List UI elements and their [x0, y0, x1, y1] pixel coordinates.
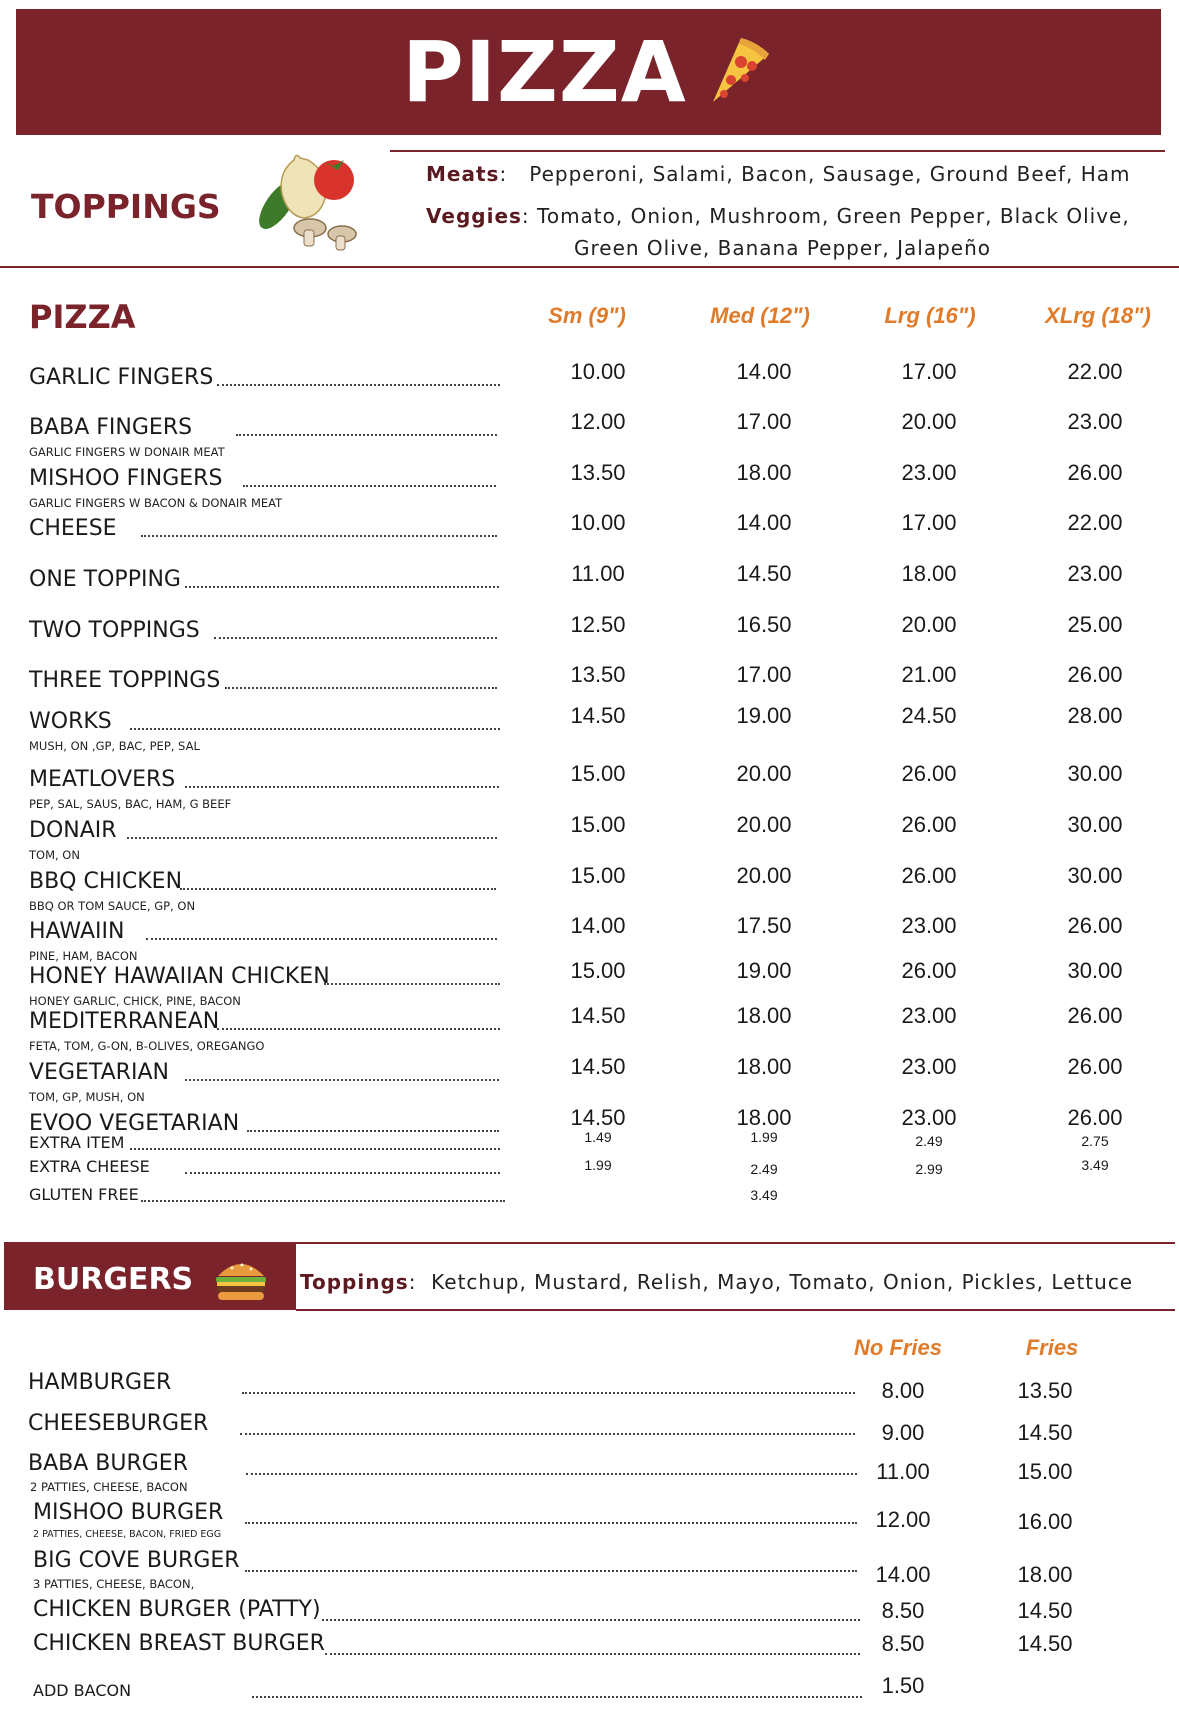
menu-item-price: 14.50: [570, 1003, 626, 1028]
burger-item-desc: 2 PATTIES, CHEESE, BACON, FRIED EGG: [33, 1529, 222, 1540]
menu-item-name: HONEY HAWAIIAN CHICKEN: [29, 964, 330, 989]
menu-item-price: 23.00: [901, 913, 957, 938]
menu-item-price: 30.00: [1067, 812, 1123, 837]
menu-item-price: 26.00: [1067, 460, 1123, 485]
menu-item-price: 20.00: [901, 612, 957, 637]
menu-item-price: 17.00: [901, 359, 957, 384]
menu-item-desc: PINE, HAM, BACON: [29, 949, 138, 963]
leader-dots: [243, 485, 496, 487]
veggies-line: Veggies: Tomato, Onion, Mushroom, Green Pepper, Black Olive,: [426, 204, 1130, 228]
burger-item-price: 8.50: [881, 1631, 925, 1656]
menu-item-price: 20.00: [736, 812, 792, 837]
extra-item-price: 1.49: [584, 1129, 612, 1145]
menu-item-name: MEDITERRANEAN: [29, 1009, 220, 1034]
menu-item-price: 23.00: [1067, 409, 1123, 434]
menu-item-price: 13.50: [570, 460, 626, 485]
burger-item-price: 14.50: [1017, 1598, 1073, 1623]
menu-item-price: 22.00: [1067, 510, 1123, 535]
burger-item-name: ADD BACON: [33, 1681, 132, 1700]
menu-item-price: 18.00: [901, 561, 957, 586]
menu-item-price: 15.00: [570, 761, 626, 786]
leader-dots: [246, 1473, 857, 1475]
burger-item-price: 13.50: [1017, 1378, 1073, 1403]
extra-item-name: EXTRA CHEESE: [29, 1157, 150, 1176]
menu-item-price: 21.00: [901, 662, 957, 687]
menu-item-name: DONAIR: [29, 818, 117, 843]
menu-item-name: WORKS: [29, 709, 112, 734]
burger-item-price: 1.50: [881, 1673, 925, 1698]
menu-item-name: HAWAIIN: [29, 919, 125, 944]
menu-item-price: 14.50: [570, 1054, 626, 1079]
burger-toppings-line: Toppings: Ketchup, Mustard, Relish, Mayo, Tomato, Onion, Pickles, Lettuce: [300, 1270, 1134, 1294]
menu-item-price: 20.00: [736, 863, 792, 888]
menu-item-price: 30.00: [1067, 958, 1123, 983]
leader-dots: [325, 1653, 860, 1655]
menu-item-name: MISHOO FINGERS: [29, 466, 223, 491]
menu-item-price: 13.50: [570, 662, 626, 687]
menu-item-name: BABA FINGERS: [29, 415, 193, 440]
col-head-fries: Fries: [1025, 1335, 1079, 1360]
menu-item-price: 23.00: [901, 1054, 957, 1079]
leader-dots: [236, 434, 497, 436]
menu-item-price: 15.00: [570, 863, 626, 888]
leader-dots: [130, 728, 500, 730]
extra-item-name: GLUTEN FREE: [29, 1185, 139, 1204]
burger-item-name: MISHOO BURGER: [33, 1500, 224, 1525]
burger-item-name: HAMBURGER: [28, 1370, 172, 1395]
meats-line: Meats: Pepperoni, Salami, Bacon, Sausage, Ground Beef, Ham: [426, 162, 1131, 186]
menu-item-price: 28.00: [1067, 703, 1123, 728]
menu-item-price: 15.00: [570, 958, 626, 983]
burger-item-price: 14.50: [1017, 1420, 1073, 1445]
extra-item-name: EXTRA ITEM: [29, 1133, 125, 1152]
menu-item-price: 19.00: [736, 958, 792, 983]
pizza-section-title: PIZZA: [29, 298, 136, 336]
menu-item-price: 24.50: [901, 703, 957, 728]
menu-item-price: 25.00: [1067, 612, 1123, 637]
leader-dots: [185, 1079, 499, 1081]
menu-item-name: CHEESE: [29, 516, 117, 541]
burger-item-desc: 3 PATTIES, CHEESE, BACON,: [33, 1577, 195, 1591]
burger-item-name: CHICKEN BURGER (PATTY): [33, 1597, 321, 1622]
menu-item-price: 26.00: [901, 863, 957, 888]
veggies-line-2: Green Olive, Banana Pepper, Jalapeño: [574, 236, 991, 260]
menu-item-price: 14.50: [570, 703, 626, 728]
leader-dots: [225, 687, 497, 689]
size-head-lrg: Lrg (16"): [884, 303, 976, 328]
pizza-slice-icon: [705, 32, 775, 112]
meats-label: Meats: [426, 162, 500, 186]
leader-dots: [127, 837, 497, 839]
burger-item-price: 14.00: [875, 1562, 931, 1587]
toppings-rule-top: [390, 150, 1165, 152]
leader-dots: [214, 637, 497, 639]
col-head-no-fries: No Fries: [853, 1335, 943, 1360]
menu-item-name: GARLIC FINGERS: [29, 365, 214, 390]
menu-item-price: 15.00: [570, 812, 626, 837]
menu-item-price: 16.50: [736, 612, 792, 637]
menu-item-price: 12.00: [570, 409, 626, 434]
menu-item-name: MEATLOVERS: [29, 767, 176, 792]
burger-item-name: CHEESEBURGER: [28, 1411, 209, 1436]
toppings-rule-bottom: [0, 266, 1179, 268]
menu-item-price: 10.00: [570, 359, 626, 384]
menu-item-price: 17.00: [901, 510, 957, 535]
burger-item-desc: 2 PATTIES, CHEESE, BACON: [30, 1480, 188, 1494]
page-title: PIZZA: [402, 23, 687, 121]
menu-item-price: 14.50: [570, 1105, 626, 1130]
menu-item-name: ONE TOPPING: [29, 567, 181, 592]
leader-dots: [130, 1148, 500, 1150]
menu-item-price: 17.00: [736, 662, 792, 687]
menu-item-desc: GARLIC FINGERS W BACON & DONAIR MEAT: [29, 496, 283, 510]
menu-item-price: 30.00: [1067, 761, 1123, 786]
menu-item-price: 26.00: [1067, 662, 1123, 687]
menu-item-price: 30.00: [1067, 863, 1123, 888]
extra-item-price: 1.99: [584, 1157, 612, 1173]
menu-item-name: TWO TOPPINGS: [29, 618, 200, 643]
header-banner: [16, 9, 1161, 135]
menu-item-price: 26.00: [1067, 913, 1123, 938]
burger-toppings-list: Ketchup, Mustard, Relish, Mayo, Tomato, Onion, Pickles, Lettuce: [431, 1270, 1134, 1294]
leader-dots: [245, 1522, 857, 1524]
menu-item-price: 26.00: [1067, 1105, 1123, 1130]
menu-item-price: 11.00: [571, 561, 625, 586]
menu-item-price: 23.00: [901, 460, 957, 485]
menu-item-desc: FETA, TOM, G-ON, B-OLIVES, OREGANGO: [29, 1039, 265, 1053]
extra-item-price: 3.49: [750, 1187, 778, 1203]
menu-item-desc: GARLIC FINGERS W DONAIR MEAT: [29, 445, 225, 459]
burger-item-name: BIG COVE BURGER: [33, 1548, 240, 1573]
menu-item-desc: TOM, GP, MUSH, ON: [29, 1090, 145, 1104]
menu-item-name: THREE TOPPINGS: [29, 668, 221, 693]
menu-item-desc: MUSH, ON ,GP, BAC, PEP, SAL: [29, 739, 200, 753]
leader-dots: [322, 1619, 860, 1621]
leader-dots: [324, 983, 500, 985]
leader-dots: [141, 535, 497, 537]
size-head-xlrg: XLrg (18"): [1045, 303, 1151, 328]
toppings-heading: TOPPINGS: [31, 187, 221, 226]
menu-item-price: 20.00: [736, 761, 792, 786]
size-head-med: Med (12"): [710, 303, 810, 328]
leader-dots: [242, 1392, 855, 1394]
menu-item-price: 18.00: [736, 1003, 792, 1028]
burger-item-price: 8.00: [881, 1378, 925, 1403]
meats-list: Pepperoni, Salami, Bacon, Sausage, Ground Beef, Ham: [529, 162, 1131, 186]
burger-item-price: 16.00: [1017, 1509, 1073, 1534]
menu-item-price: 26.00: [901, 812, 957, 837]
leader-dots: [141, 1200, 505, 1202]
menu-item-price: 14.00: [570, 913, 626, 938]
menu-item-name: BBQ CHICKEN: [29, 869, 183, 894]
menu-item-price: 14.00: [736, 510, 792, 535]
menu-item-price: 14.50: [736, 561, 792, 586]
burger-item-price: 8.50: [881, 1598, 925, 1623]
burger-item-price: 12.00: [875, 1507, 931, 1532]
menu-item-name: VEGETARIAN: [29, 1060, 169, 1085]
veggies-label: Veggies: [426, 204, 522, 228]
menu-item-price: 26.00: [1067, 1003, 1123, 1028]
veggies-list: Tomato, Onion, Mushroom, Green Pepper, Black Olive,: [537, 204, 1130, 228]
menu-item-price: 22.00: [1067, 359, 1123, 384]
burger-item-name: CHICKEN BREAST BURGER: [33, 1631, 325, 1656]
menu-item-price: 19.00: [736, 703, 792, 728]
menu-item-price: 23.00: [1067, 561, 1123, 586]
menu-item-desc: BBQ OR TOM SAUCE, GP, ON: [29, 899, 196, 913]
burger-item-price: 15.00: [1017, 1459, 1073, 1484]
menu-item-price: 12.50: [570, 612, 626, 637]
menu-item-price: 26.00: [901, 958, 957, 983]
menu-item-price: 10.00: [570, 510, 626, 535]
size-head-sm: Sm (9"): [548, 303, 626, 328]
burgers-rule-bottom: [296, 1309, 1175, 1311]
leader-dots: [217, 384, 500, 386]
menu-item-desc: PEP, SAL, SAUS, BAC, HAM, G BEEF: [29, 797, 232, 811]
burger-item-name: BABA BURGER: [28, 1451, 188, 1476]
menu-item-price: 18.00: [736, 1054, 792, 1079]
menu-item-price: 26.00: [901, 761, 957, 786]
extra-item-price: 3.49: [1081, 1157, 1109, 1173]
menu-item-price: 26.00: [1067, 1054, 1123, 1079]
leader-dots: [217, 1028, 500, 1030]
burger-item-price: 11.00: [876, 1459, 930, 1484]
burgers-rule-top: [296, 1242, 1175, 1244]
menu-item-price: 23.00: [901, 1003, 957, 1028]
extra-item-price: 2.75: [1081, 1133, 1109, 1149]
burger-toppings-label: Toppings: [300, 1270, 409, 1294]
extra-item-price: 1.99: [750, 1129, 778, 1145]
menu-item-price: 17.00: [736, 409, 792, 434]
menu-item-desc: TOM, ON: [29, 848, 80, 862]
menu-item-price: 18.00: [736, 1105, 792, 1130]
menu-item-price: 14.00: [736, 359, 792, 384]
extra-item-price: 2.49: [750, 1161, 778, 1177]
burger-item-price: 18.00: [1017, 1562, 1073, 1587]
burger-item-price: 9.00: [881, 1420, 925, 1445]
leader-dots: [185, 786, 499, 788]
menu-item-price: 23.00: [901, 1105, 957, 1130]
leader-dots: [185, 1172, 500, 1174]
leader-dots: [180, 888, 496, 890]
leader-dots: [240, 1433, 855, 1435]
leader-dots: [247, 1130, 499, 1132]
extra-item-price: 2.99: [915, 1161, 943, 1177]
menu-item-desc: HONEY GARLIC, CHICK, PINE, BACON: [29, 994, 241, 1008]
leader-dots: [252, 1696, 862, 1698]
menu-item-price: 17.50: [736, 913, 792, 938]
menu-item-name: EVOO VEGETARIAN: [29, 1111, 240, 1136]
vegetables-icon: [238, 150, 373, 255]
burger-icon: [214, 1258, 268, 1302]
menu-item-price: 18.00: [736, 460, 792, 485]
extra-item-price: 2.49: [915, 1133, 943, 1149]
burger-item-price: 14.50: [1017, 1631, 1073, 1656]
leader-dots: [185, 586, 499, 588]
burgers-section-title: BURGERS: [33, 1262, 194, 1297]
menu-item-price: 20.00: [901, 409, 957, 434]
leader-dots: [245, 1570, 857, 1572]
leader-dots: [146, 938, 497, 940]
